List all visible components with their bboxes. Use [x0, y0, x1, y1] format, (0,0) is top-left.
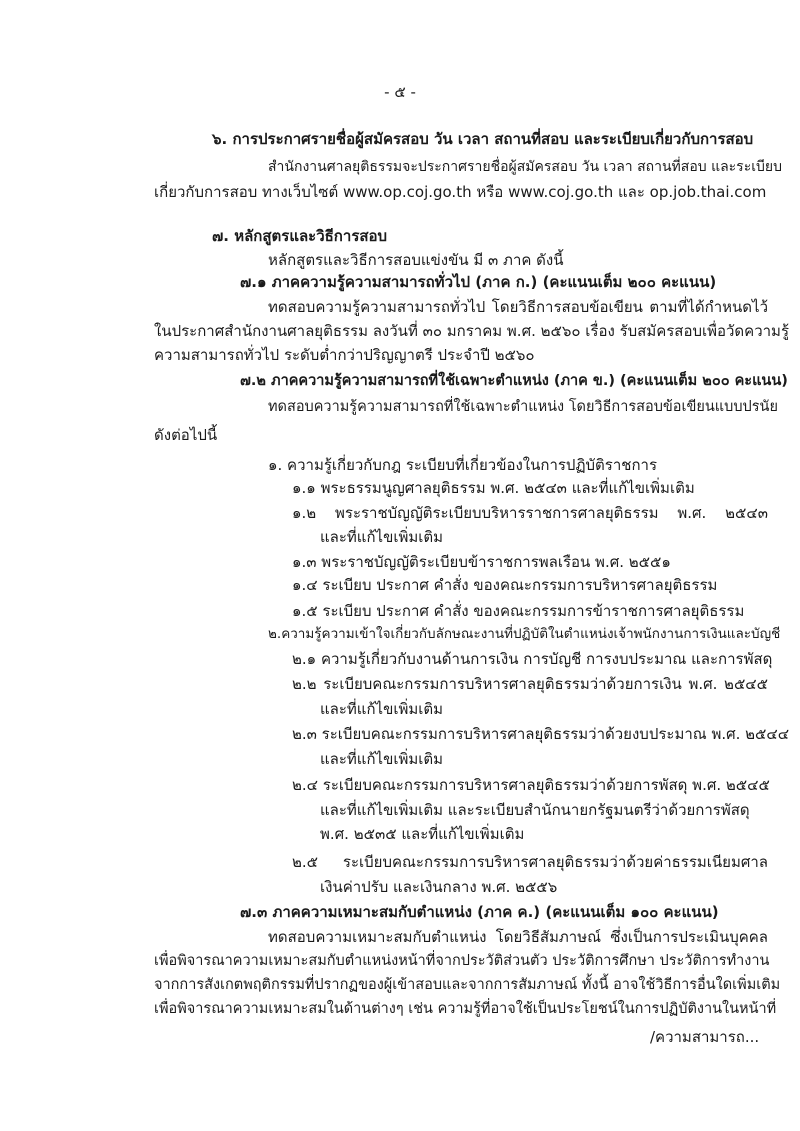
- section-7-2-heading: ๗.๒ ภาคความรู้ความสามารถที่ใช้เฉพาะตำแหน่ง (ภาค ข.) (คะแนนเต็ม ๒๐๐ คะแนน): [240, 373, 788, 389]
- section-7-3-paragraph-line: จากการสังเกตพฤติกรรมที่ปรากฏของผู้เข้าสอบและจากการสัมภาษณ์ ทั้งนี้ อาจใช้วิธีการอื่นใดเพิ่มเติม: [154, 977, 781, 993]
- section-6-paragraph-line: เกี่ยวกับการสอบ ทางเว็บไซต์ www.op.coj.go.th หรือ www.coj.go.th และ op.job.thai.com: [154, 183, 767, 201]
- list-item: ๑.๕ ระเบียบ ประกาศ คำสั่ง ของคณะกรรมการข้าราชการศาลยุติธรรม: [292, 602, 745, 620]
- list-item: ๒.๓ ระเบียบคณะกรรมการบริหารศาลยุติธรรมว่าด้วยงบประมาณ พ.ศ. ๒๕๔๔: [292, 725, 790, 743]
- list-item: ๑.๔ ระเบียบ ประกาศ คำสั่ง ของคณะกรรมการบริหารศาลยุติธรรม: [292, 576, 718, 594]
- section-7-3-paragraph-line: เพื่อพิจารณาความเหมาะสมในด้านต่างๆ เช่น ความรู้ที่อาจใช้เป็นประโยชน์ในการปฏิบัติงานในหน้าที่: [154, 1001, 777, 1017]
- list-item: ๒.๕ ระเบียบคณะกรรมการบริหารศาลยุติธรรมว่าด้วยค่าธรรมเนียมศาล: [292, 853, 768, 871]
- list-item: ๒.๔ ระเบียบคณะกรรมการบริหารศาลยุติธรรมว่าด้วยการพัสดุ พ.ศ. ๒๕๔๕: [292, 776, 770, 794]
- list-item: ๒.ความรู้ความเข้าใจเกี่ยวกับลักษณะงานที่ปฏิบัติในตำแหน่งเจ้าพนักงานการเงินและบัญชี: [268, 626, 781, 642]
- section-7-1-paragraph-line: ความสามารถทั่วไป ระดับต่ำกว่าปริญญาตรี ประจำปี ๒๕๖๐: [154, 346, 535, 364]
- list-item: และที่แก้ไขเพิ่มเติม: [320, 750, 444, 768]
- section-6-paragraph-line: สำนักงานศาลยุติธรรมจะประกาศรายชื่อผู้สมัครสอบ วัน เวลา สถานที่สอบ และระเบียบ: [268, 159, 782, 175]
- section-7-1-paragraph-line: ทดสอบความรู้ความสามารถทั่วไป โดยวิธีการสอบข้อเขียน ตามที่ได้กำหนดไว้: [268, 298, 768, 316]
- list-item: และที่แก้ไขเพิ่มเติม: [320, 700, 444, 718]
- page-number: - ๕ -: [384, 83, 416, 101]
- section-7-3-paragraph-line: เพื่อพิจารณาความเหมาะสมกับตำแหน่งหน้าที่จากประวัติส่วนตัว ประวัติการศึกษา ประวัติการทำงาน: [154, 953, 770, 969]
- section-7-2-paragraph-line: ทดสอบความรู้ความสามารถที่ใช้เฉพาะตำแหน่ง โดยวิธีการสอบข้อเขียนแบบปรนัย: [268, 399, 778, 415]
- section-7-3-paragraph-line: ทดสอบความเหมาะสมกับตำแหน่ง โดยวิธีสัมภาษณ์ ซึ่งเป็นการประเมินบุคคล: [268, 928, 768, 946]
- list-item: ๑.๑ พระธรรมนูญศาลยุติธรรม พ.ศ. ๒๕๔๓ และที่แก้ไขเพิ่มเติม: [292, 479, 695, 497]
- section-7-1-paragraph-line: ในประกาศสำนักงานศาลยุติธรรม ลงวันที่ ๓๐ มกราคม พ.ศ. ๒๕๖๐ เรื่อง รับสมัครสอบเพื่อวัดความรู้: [154, 322, 790, 340]
- list-item: ๒.๒ ระเบียบคณะกรรมการบริหารศาลยุติธรรมว่าด้วยการเงิน พ.ศ. ๒๕๔๕: [292, 675, 768, 693]
- list-item: เงินค่าปรับ และเงินกลาง พ.ศ. ๒๕๕๖: [320, 878, 558, 896]
- list-item: และที่แก้ไขเพิ่มเติม และระเบียบสำนักนายกรัฐมนตรีว่าด้วยการพัสดุ: [320, 801, 750, 819]
- list-item: ๑.๓ พระราชบัญญัติระเบียบข้าราชการพลเรือน พ.ศ. ๒๕๕๑: [292, 553, 671, 571]
- section-7-3-heading: ๗.๓ ภาคความเหมาะสมกับตำแหน่ง (ภาค ค.) (คะแนนเต็ม ๑๐๐ คะแนน): [240, 903, 719, 921]
- list-item: ๑. ความรู้เกี่ยวกับกฎ ระเบียบที่เกี่ยวข้องในการปฏิบัติราชการ: [268, 456, 658, 474]
- section-7-1-heading: ๗.๑ ภาคความรู้ความสามารถทั่วไป (ภาค ก.) (คะแนนเต็ม ๒๐๐ คะแนน): [240, 273, 717, 291]
- list-item: ๒.๑ ความรู้เกี่ยวกับงานด้านการเงิน การบัญชี การงบประมาณ และการพัสดุ: [292, 650, 773, 668]
- section-6-heading: ๖. การประกาศรายชื่อผู้สมัครสอบ วัน เวลา สถานที่สอบ และระเบียบเกี่ยวกับการสอบ: [212, 130, 754, 148]
- list-item: พ.ศ. ๒๕๓๕ และที่แก้ไขเพิ่มเติม: [320, 825, 525, 843]
- section-7-heading: ๗. หลักสูตรและวิธีการสอบ: [212, 227, 388, 245]
- continuation-text: /ความสามารถ...: [650, 1028, 760, 1046]
- section-7-2-paragraph-line: ดังต่อไปนี้: [154, 426, 218, 444]
- list-item: ๑.๒ พระราชบัญญัติระเบียบบริหารราชการศาลยุติธรรม พ.ศ. ๒๕๔๓: [292, 504, 768, 522]
- list-item: และที่แก้ไขเพิ่มเติม: [320, 528, 444, 546]
- section-7-intro: หลักสูตรและวิธีการสอบแข่งขัน มี ๓ ภาค ดังนี้: [268, 251, 564, 269]
